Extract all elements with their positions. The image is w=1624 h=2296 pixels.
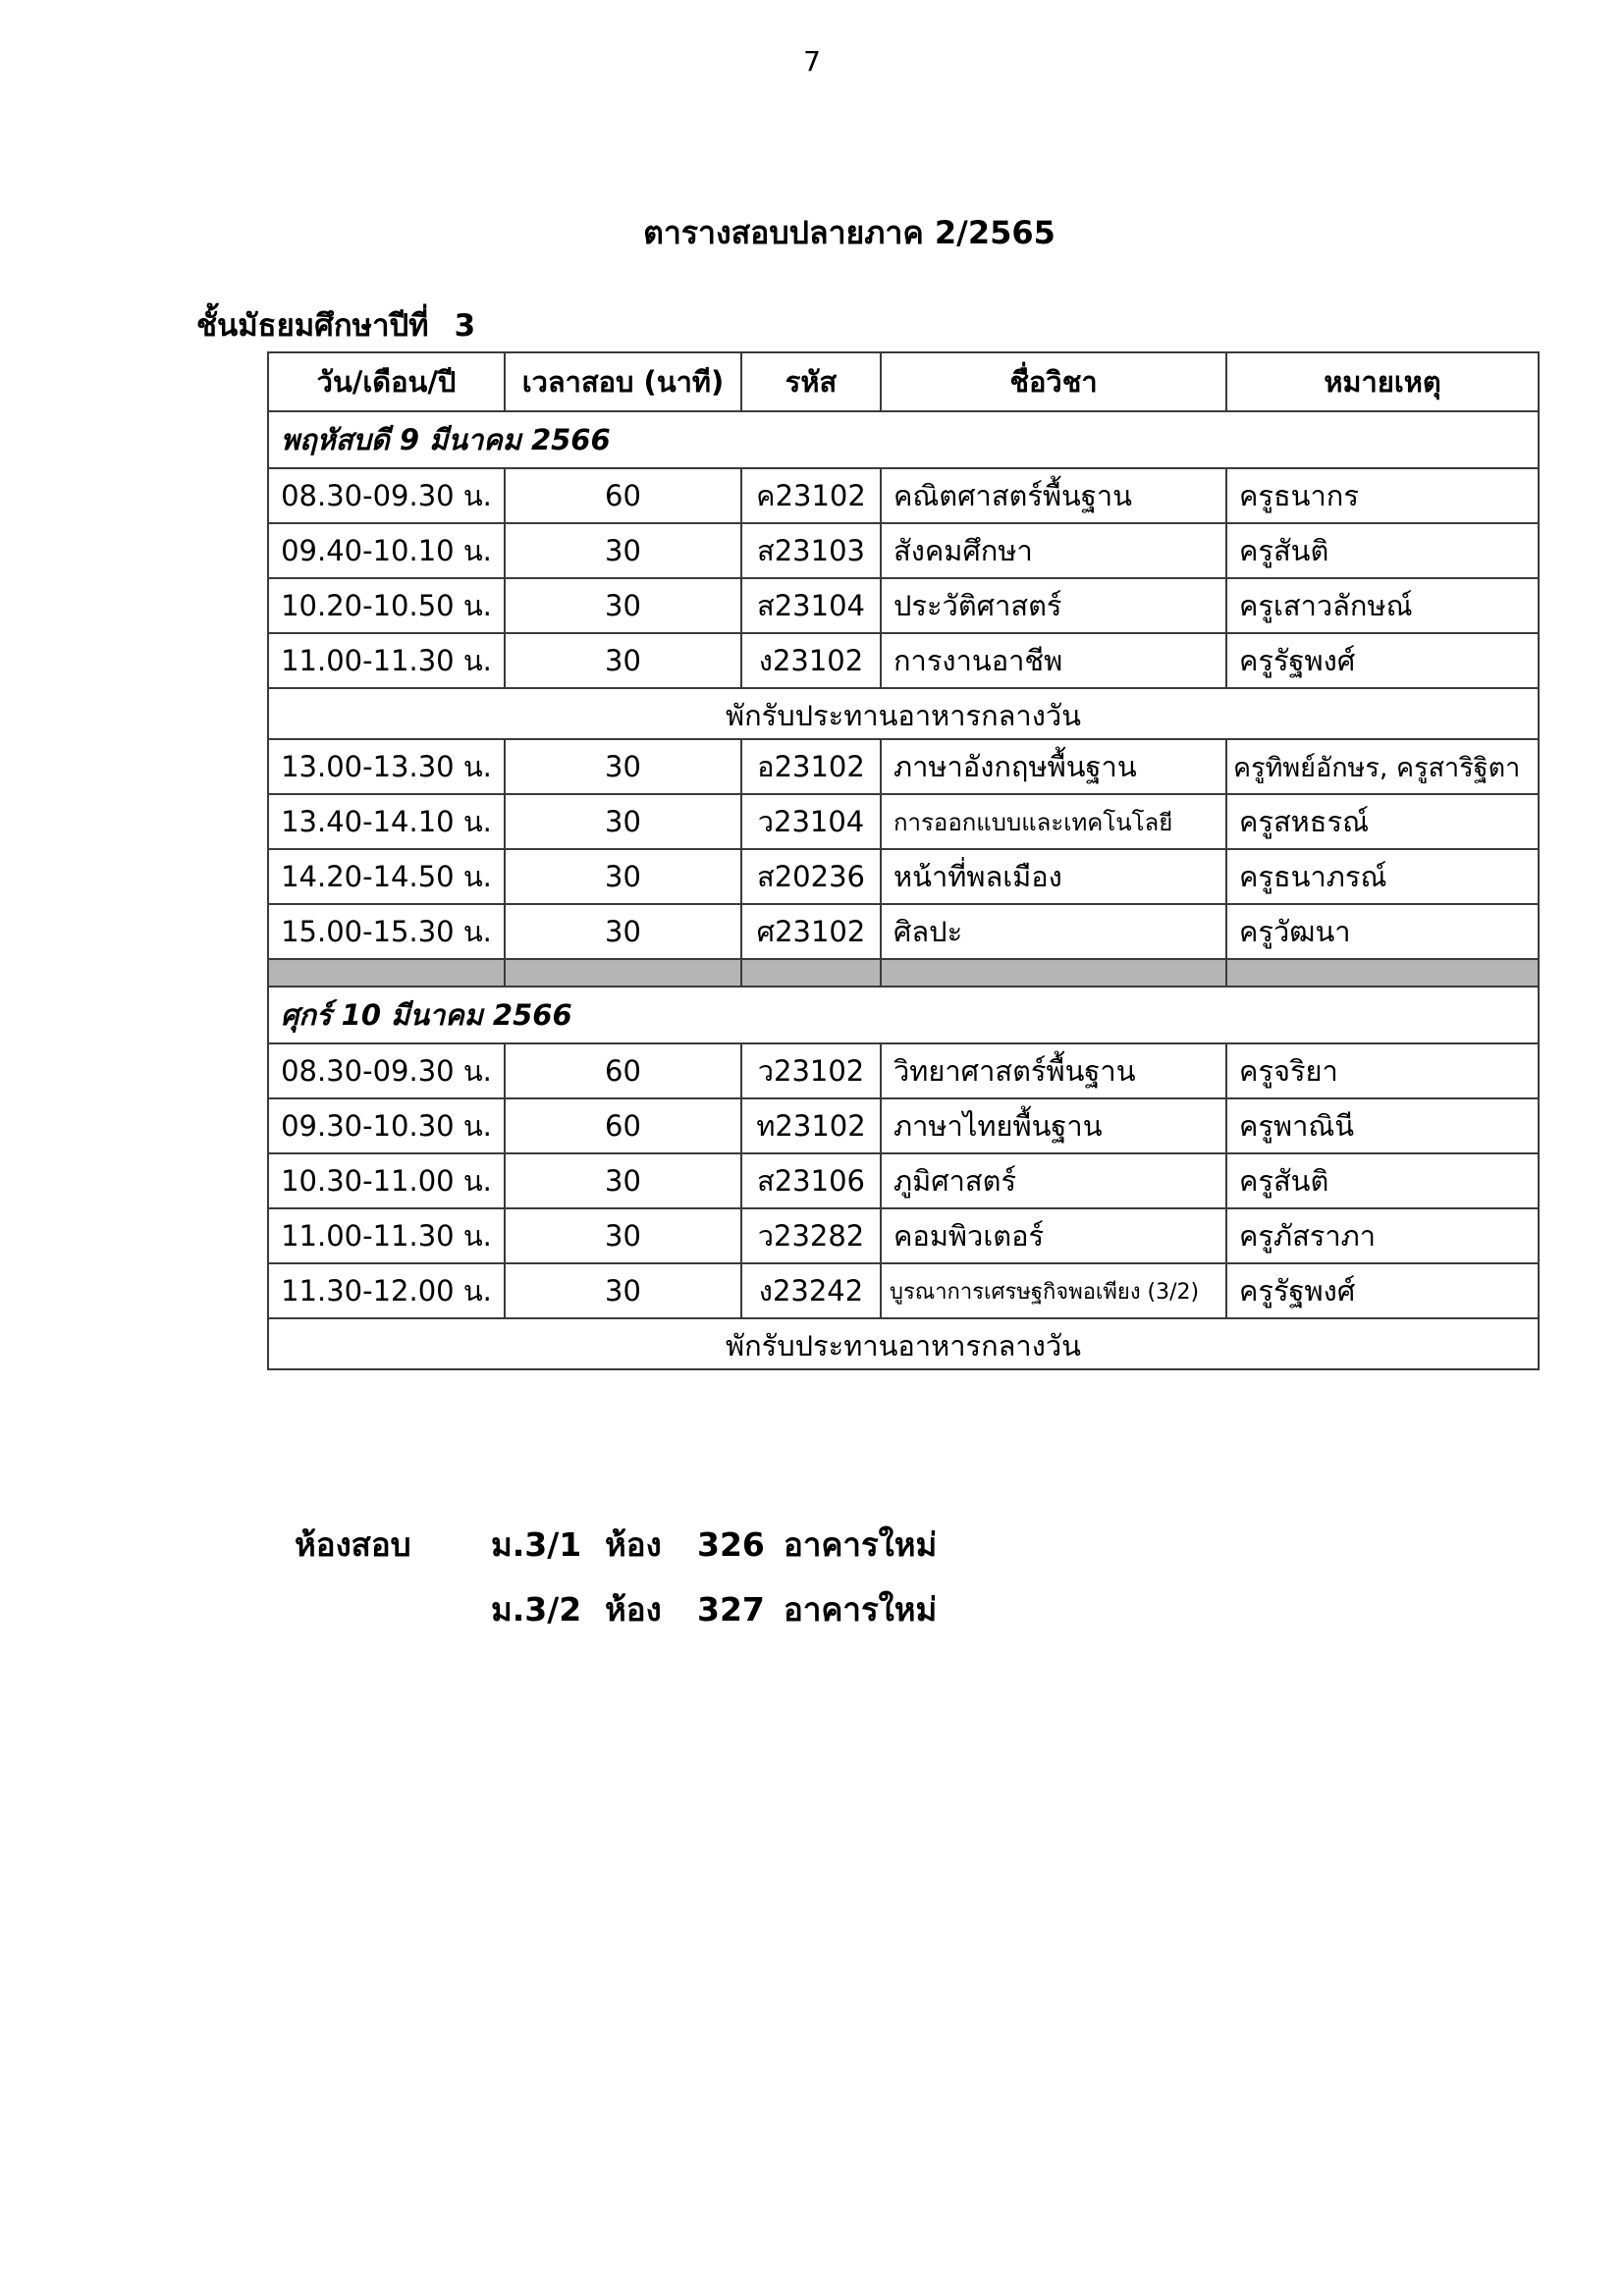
cell-note: ครูรัฐพงศ์: [1226, 1263, 1539, 1318]
cell-subject: ภาษาไทยพื้นฐาน: [881, 1098, 1226, 1153]
table-row: [268, 794, 1539, 849]
cell-note: ครูธนากร: [1226, 468, 1539, 523]
cell-code: ค23102: [741, 468, 881, 523]
cell-code: ว23282: [741, 1208, 881, 1263]
cell-minutes: 30: [505, 794, 741, 849]
cell-code: ศ23102: [741, 904, 881, 959]
cell-code: ส23106: [741, 1153, 881, 1208]
cell-code: ว23102: [741, 1043, 881, 1098]
cell-minutes: 30: [505, 578, 741, 633]
cell-minutes: 30: [505, 904, 741, 959]
page-title: ตารางสอบปลายภาค 2/2565: [643, 214, 1056, 251]
cell-subject: ภูมิศาสตร์: [881, 1153, 1226, 1208]
table-row: [268, 1153, 1539, 1208]
table-row: [268, 849, 1539, 904]
cell-time: 11.30-12.00 น.: [268, 1263, 505, 1318]
room-word: ห้อง: [605, 1589, 662, 1629]
lunch-break-text: พักรับประทานอาหารกลางวัน: [268, 688, 1539, 739]
exam-room-row: [295, 1512, 937, 1576]
lunch-break-text: พักรับประทานอาหารกลางวัน: [268, 1318, 1539, 1369]
separator-cell: [268, 959, 505, 987]
table-row: [268, 468, 1539, 523]
day-date: พฤหัสบดี 9 มีนาคม 2566: [268, 411, 1539, 468]
cell-minutes: 30: [505, 1208, 741, 1263]
cell-time: 13.40-14.10 น.: [268, 794, 505, 849]
cell-minutes: 30: [505, 523, 741, 578]
cell-time: 10.20-10.50 น.: [268, 578, 505, 633]
table-row: [268, 1263, 1539, 1318]
exam-rooms-label: ห้องสอบ: [295, 1524, 411, 1564]
cell-minutes: 60: [505, 1098, 741, 1153]
cell-minutes: 30: [505, 849, 741, 904]
exam-room-row: [295, 1576, 937, 1641]
separator-cell: [505, 959, 741, 987]
day-row: [268, 987, 1539, 1043]
cell-code: ว23104: [741, 794, 881, 849]
cell-note: ครูธนาภรณ์: [1226, 849, 1539, 904]
cell-time: 13.00-13.30 น.: [268, 739, 505, 794]
cell-minutes: 30: [505, 1263, 741, 1318]
table-row: [268, 904, 1539, 959]
separator-cell: [1226, 959, 1539, 987]
cell-time: 14.20-14.50 น.: [268, 849, 505, 904]
grade-number: 3: [454, 308, 476, 344]
page-number: 7: [803, 45, 821, 78]
table-row: [268, 523, 1539, 578]
cell-note: ครูสหธรณ์: [1226, 794, 1539, 849]
exam-rooms: [295, 1512, 937, 1641]
header-code: รหัส: [741, 352, 881, 411]
room-class: ม.3/1: [491, 1524, 582, 1564]
header-note: หมายเหตุ: [1226, 352, 1539, 411]
cell-time: 11.00-11.30 น.: [268, 633, 505, 688]
table-row: [268, 1098, 1539, 1153]
header-date: วัน/เดือน/ปี: [268, 352, 505, 411]
cell-code: ง23102: [741, 633, 881, 688]
cell-minutes: 60: [505, 468, 741, 523]
cell-subject: ภาษาอังกฤษพื้นฐาน: [881, 739, 1226, 794]
cell-time: 10.30-11.00 น.: [268, 1153, 505, 1208]
cell-code: ส23103: [741, 523, 881, 578]
day-date: ศุกร์ 10 มีนาคม 2566: [268, 987, 1539, 1043]
cell-subject: บูรณาการเศรษฐกิจพอเพียง (3/2): [881, 1263, 1226, 1318]
grade-label: [196, 300, 475, 349]
cell-subject: หน้าที่พลเมือง: [881, 849, 1226, 904]
room-number: 327: [697, 1589, 765, 1629]
separator-cell: [881, 959, 1226, 987]
cell-note: ครูพาณินี: [1226, 1098, 1539, 1153]
day-separator-row: [268, 959, 1539, 987]
table-row: [268, 1043, 1539, 1098]
cell-code: ง23242: [741, 1263, 881, 1318]
header-duration: เวลาสอบ (นาที): [505, 352, 741, 411]
cell-subject: สังคมศึกษา: [881, 523, 1226, 578]
cell-code: ท23102: [741, 1098, 881, 1153]
lunch-break-row: [268, 1318, 1539, 1369]
cell-note: ครูสันติ: [1226, 1153, 1539, 1208]
room-number: 326: [697, 1524, 765, 1564]
cell-time: 11.00-11.30 น.: [268, 1208, 505, 1263]
cell-minutes: 60: [505, 1043, 741, 1098]
grade-label-text: ชั้นมัธยมศึกษาปีที่: [196, 308, 429, 344]
cell-time: 09.30-10.30 น.: [268, 1098, 505, 1153]
exam-schedule-table: [267, 351, 1540, 1370]
cell-subject: คณิตศาสตร์พื้นฐาน: [881, 468, 1226, 523]
cell-subject: คอมพิวเตอร์: [881, 1208, 1226, 1263]
room-word: ห้อง: [605, 1524, 662, 1564]
cell-minutes: 30: [505, 633, 741, 688]
cell-code: ส20236: [741, 849, 881, 904]
room-building: อาคารใหม่: [784, 1524, 938, 1564]
cell-minutes: 30: [505, 739, 741, 794]
cell-note: ครูวัฒนา: [1226, 904, 1539, 959]
cell-subject: การออกแบบและเทคโนโลยี: [881, 794, 1226, 849]
cell-time: 15.00-15.30 น.: [268, 904, 505, 959]
day-row: [268, 411, 1539, 468]
cell-subject: การงานอาชีพ: [881, 633, 1226, 688]
cell-time: 08.30-09.30 น.: [268, 468, 505, 523]
separator-cell: [741, 959, 881, 987]
table-row: [268, 578, 1539, 633]
table-row: [268, 633, 1539, 688]
table-row: [268, 1208, 1539, 1263]
lunch-break-row: [268, 688, 1539, 739]
room-building: อาคารใหม่: [784, 1589, 938, 1629]
cell-subject: วิทยาศาสตร์พื้นฐาน: [881, 1043, 1226, 1098]
cell-time: 09.40-10.10 น.: [268, 523, 505, 578]
cell-note: ครูภัสราภา: [1226, 1208, 1539, 1263]
cell-note: ครูเสาวลักษณ์: [1226, 578, 1539, 633]
cell-code: อ23102: [741, 739, 881, 794]
cell-note: ครูสันติ: [1226, 523, 1539, 578]
cell-minutes: 30: [505, 1153, 741, 1208]
cell-note: ครูทิพย์อักษร, ครูสาริฐิตา: [1226, 739, 1539, 794]
room-class: ม.3/2: [491, 1589, 582, 1629]
header-subject: ชื่อวิชา: [881, 352, 1226, 411]
table-header-row: [268, 352, 1539, 411]
cell-note: ครูรัฐพงศ์: [1226, 633, 1539, 688]
cell-subject: ศิลปะ: [881, 904, 1226, 959]
cell-time: 08.30-09.30 น.: [268, 1043, 505, 1098]
cell-subject: ประวัติศาสตร์: [881, 578, 1226, 633]
cell-note: ครูจริยา: [1226, 1043, 1539, 1098]
cell-code: ส23104: [741, 578, 881, 633]
table-row: [268, 739, 1539, 794]
